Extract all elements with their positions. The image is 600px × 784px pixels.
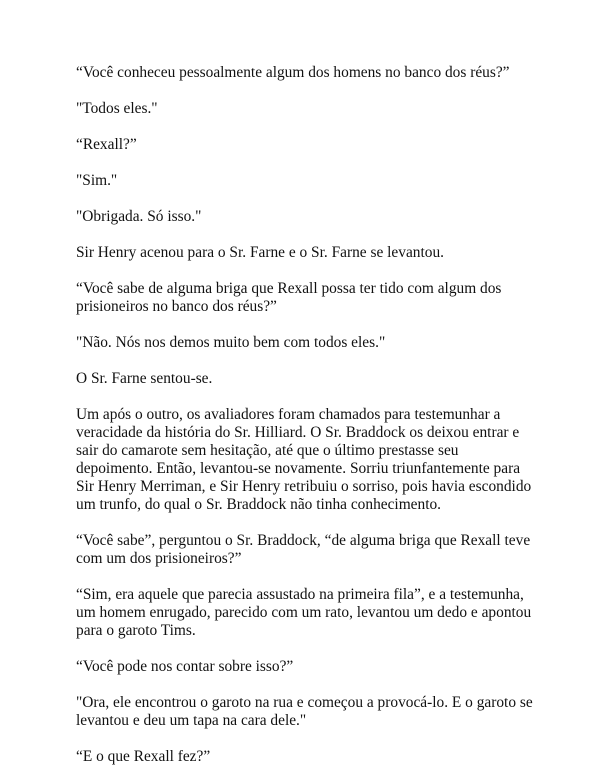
paragraph-14: "Ora, ele encontrou o garoto na rua e começou a provocá-lo. E o garoto se levantou e deu um tapa na cara dele." — [76, 694, 533, 729]
document-body — [76, 64, 536, 784]
paragraph-5: "Obrigada. Só isso." — [76, 208, 202, 225]
paragraph-3: “Rexall?” — [76, 136, 137, 153]
paragraph-2: "Todos eles." — [76, 100, 158, 117]
paragraph-15: “E o que Rexall fez?” — [76, 748, 211, 765]
paragraph-1: “Você conheceu pessoalmente algum dos homens no banco dos réus?” — [76, 64, 510, 81]
paragraph-11: “Você sabe”, perguntou o Sr. Braddock, “de alguma briga que Rexall teve com um dos prisioneiros?” — [76, 532, 531, 567]
paragraph-12: “Sim, era aquele que parecia assustado na primeira fila”, e a testemunha, um homem enrugado, parecido com um rato, levantou um dedo e apontou para o garoto Tims. — [76, 586, 532, 639]
paragraph-6: Sir Henry acenou para o Sr. Farne e o Sr. Farne se levantou. — [76, 244, 444, 261]
paragraph-7: “Você sabe de alguma briga que Rexall possa ter tido com algum dos prisioneiros no banco dos réus?” — [76, 280, 502, 315]
paragraph-8: "Não. Nós nos demos muito bem com todos eles." — [76, 334, 386, 351]
paragraph-10: Um após o outro, os avaliadores foram chamados para testemunhar a veracidade da história do Sr. Hilliard. O Sr. Braddock os deixou entrar e sair do camarote sem hesitação, até que o último prestasse seu depoimento. Então, levantou-se novamente. Sorriu triunfantemente para Sir Henry Merriman, e Sir Henry retribuiu o sorriso, pois havia escondido um trunfo, do qual o Sr. Braddock não tinha conhecimento. — [76, 406, 532, 513]
paragraph-13: “Você pode nos contar sobre isso?” — [76, 658, 294, 675]
paragraph-4: "Sim." — [76, 172, 118, 189]
paragraph-9: O Sr. Farne sentou-se. — [76, 370, 213, 387]
